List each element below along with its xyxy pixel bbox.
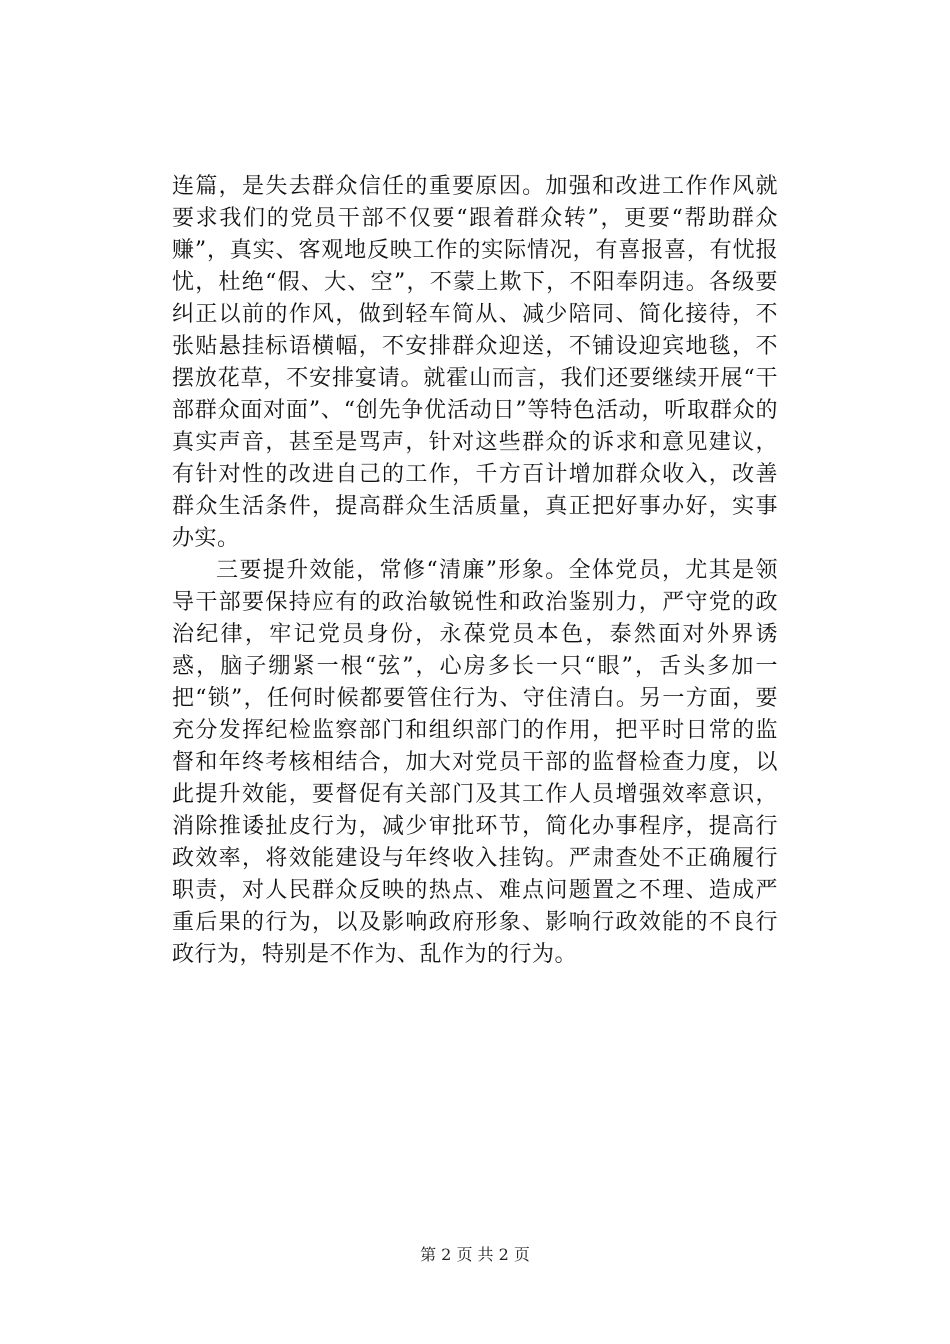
paragraph-continued: 连篇，是失去群众信任的重要原因。加强和改进工作作风就要求我们的党员干部不仅要“跟着群众转”，更要“帮助群众赚”，真实、客观地反映工作的实际情况，有喜报喜，有忧报忧，杜绝“假、大、空”，不蒙上欺下，不阳奉阴违。各级要纠正以前的作风，做到轻车简从、减少陪同、简化接待，不张贴悬挂标语横幅，不安排群众迎送，不铺设迎宾地毯，不摆放花草，不安排宴请。就霍山而言，我们还要继续开展“干部群众面对面”、“创先争优活动日”等特色活动，听取群众的真实声音，甚至是骂声，针对这些群众的诉求和意见建议，有针对性的改进自己的工作，千方百计增加群众收入，改善群众生活条件，提高群众生活质量，真正把好事办好，实事办实。	[172, 174, 778, 551]
paragraph-section-three: 三要提升效能，常修“清廉”形象。全体党员，尤其是领导干部要保持应有的政治敏锐性和政治鉴别力，严守党的政治纪律，牢记党员身份，永葆党员本色，泰然面对外界诱惑，脑子绷紧一根“弦”，心房多长一只“眼”，舌头多加一把“锁”，任何时候都要管住行为、守住清白。另一方面，要充分发挥纪检监察部门和组织部门的作用，把平时日常的监督和年终考核相结合，加大对党员干部的监督检查力度，以此提升效能，要督促有关部门及其工作人员增强效率意识，消除推诿扯皮行为，减少审批环节，简化办事程序，提高行政效率，将效能建设与年终收入挂钩。严肃查处不正确履行职责，对人民群众反映的热点、难点问题置之不理、造成严重后果的行为，以及影响政府形象、影响行政效能的不良行政行为，特别是不作为、乱作为的行为。	[172, 558, 778, 967]
document-body	[172, 171, 778, 971]
page-footer: 第 2 页 共 2 页	[420, 1245, 530, 1264]
